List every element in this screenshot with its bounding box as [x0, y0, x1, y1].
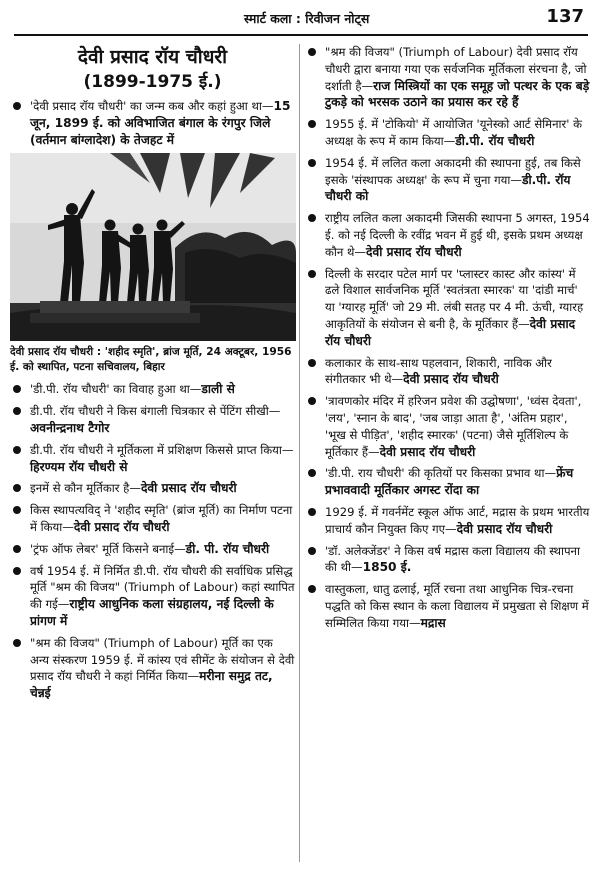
qa-item — [305, 210, 590, 260]
qa-item — [305, 393, 590, 460]
qa-item — [305, 355, 590, 389]
qa-item — [305, 504, 590, 538]
answer-text: डी.पी. रॉय चौधरी को — [325, 172, 571, 204]
question-text: 'डॉ. अलेक्जेंडर' ने किस वर्ष मद्रास कला विद्यालय की स्थापना की थी— — [325, 543, 580, 575]
answer-text: देवी प्रसाद रॉय चौधरी — [403, 372, 499, 387]
qa-item — [305, 44, 590, 111]
question-text: 'डी.पी. रॉय चौधरी' का विवाह हुआ था— — [30, 382, 202, 397]
sculpture-photo — [10, 153, 296, 341]
bullet-icon — [13, 639, 21, 647]
answer-text: हिरण्यम रॉय चौधरी से — [30, 459, 128, 474]
question-text: 'देवी प्रसाद रॉय चौधरी' का जन्म कब और कहां हुआ था— — [30, 99, 274, 113]
qa-item — [10, 502, 295, 536]
qa-item — [10, 403, 295, 437]
answer-text: राज मिस्त्रियों का एक समूह जो पत्थर के एक बड़े टुकड़े को भरसक उठाने का प्रयास कर रहे हैं — [325, 78, 590, 110]
bullet-icon — [13, 567, 21, 575]
answer-text: 15 जून, 1899 ई. को अविभाजित बंगाल के रंगपुर जिले (वर्तमान बांग्लादेश) के तेजहट में — [30, 99, 291, 147]
section-years: (1899-1975 ई.) — [83, 72, 222, 92]
bullet-icon — [13, 102, 21, 110]
bullet-icon — [308, 397, 316, 405]
bullet-icon — [13, 385, 21, 393]
answer-text: 1850 ई. — [362, 560, 412, 575]
question-text: 1954 ई. में ललित कला अकादमी की स्थापना हुई, तब किसे इसके 'संस्थापक अध्यक्ष' के रूप में चुना गया— — [325, 155, 581, 187]
bullet-icon — [308, 159, 316, 167]
answer-text: डाली से — [201, 382, 235, 397]
question-text: डी.पी. रॉय चौधरी ने मूर्तिकला में प्रशिक्षण किससे प्राप्त किया— — [30, 442, 294, 457]
qa-item — [10, 442, 295, 476]
bullet-icon — [308, 48, 316, 56]
bullet-icon — [13, 545, 21, 553]
qa-item — [305, 581, 590, 631]
question-text: 1929 ई. में गवर्नमेंट स्कूल ऑफ आर्ट, मद्रास के प्रथम भारतीय प्राचार्य कौन नियुक्त किए गए— — [325, 504, 590, 536]
shaheed-smriti-sculpture-image — [10, 153, 296, 341]
question-text: वास्तुकला, धातु ढलाई, मूर्ति रचना तथा आधुनिक चित्र-रचना पद्धति को किस स्थान के कला विद्यालय में प्रमुखता से शिक्षण में सम्मिलित किया गया— — [325, 582, 589, 630]
question-text: 'ट्रंफ ऑफ लेबर' मूर्ति किसने बनाई— — [30, 541, 186, 556]
question-text: किस स्थापत्यविद् ने 'शहीद स्मृति' (ब्रांज मूर्ति) का निर्माण पटना में किया— — [30, 503, 293, 534]
answer-text: अवनीन्द्रनाथ टैगोर — [30, 420, 110, 435]
question-text: 'त्रावणकोर मंदिर में हरिजन प्रवेश की उद्घोषणा', 'ध्वंस देवता', 'लय', 'स्नान के बाद', 'जब जाड़ा आता है', 'अंतिम प्रहार', 'भूख से पीड़ित', 'शहीद स्मारक' (पटना) जैसे मूर्तिशिल्प के मूर्तिकार हैं— — [325, 394, 582, 459]
question-text: 'डी.पी. राय चौधरी' की कृतियों पर किसका प्रभाव था— — [325, 466, 557, 481]
question-text: दिल्ली के सरदार पटेल मार्ग पर 'प्लास्टर कास्ट और कांस्य' में ढले विशाल सार्वजनिक मूर्ति 'स्वतंत्रता स्मारक' या 'दांडी मार्च' या 'ग्यारह मूर्ति' जो 29 मी. लंबी सतह पर 4 मी. ऊंची, ग्यारह आकृतियों के संयोजन से बनी है, के मूर्तिकार हैं— — [325, 266, 584, 331]
answer-text: मरीना समुद्र तट, चेन्नई — [30, 669, 273, 701]
bullet-icon — [13, 407, 21, 415]
answer-text: देवी प्रसाद रॉय चौधरी — [140, 481, 237, 496]
question-text: 1955 ई. में 'टोकियो' में आयोजित 'यूनेस्को आर्ट सेमिनार' के अध्यक्ष के रूप में काम किया— — [325, 117, 583, 148]
question-text: "श्रम की विजय" (Triumph of Labour) देवी प्रसाद रॉय चौधरी द्वारा बनाया गया एक सर्वजनिक मूर्तिकला संरचना है, जो दर्शाती है— — [325, 45, 587, 93]
qa-item — [10, 480, 295, 497]
answer-text: देवी प्रसाद रॉय चौधरी — [456, 521, 553, 536]
qa-item — [10, 381, 295, 398]
question-text: वर्ष 1954 ई. में निर्मित डी.पी. रॉय चौधरी की सर्वाधिक प्रसिद्ध मूर्ति "श्रम की विजय" (Triumph of Labour) कहां स्थापित की गई— — [30, 563, 295, 612]
answer-text: देवी प्रसाद रॉय चौधरी — [325, 316, 576, 348]
right-column — [305, 44, 590, 637]
answer-text: डी. पी. रॉय चौधरी — [185, 541, 270, 556]
question-text: "श्रम की विजय" (Triumph of Labour) मूर्ति का एक अन्य संस्करण 1959 ई. में कांस्य एवं सीमेंट के संयोजन से देवी प्रसाद रॉय चौधरी ने कहां निर्मित किया— — [30, 635, 295, 684]
question-text: इनमें से कौन मूर्तिकार है— — [30, 481, 141, 496]
answer-text: फ्रेंच प्रभाववादी मूर्तिकार अगस्ट रोंदा का — [325, 466, 574, 498]
answer-text: देवी प्रसाद रॉय चौधरी — [366, 244, 462, 259]
question-text: राष्ट्रीय ललित कला अकादमी जिसकी स्थापना 5 अगस्त, 1954 ई. को नई दिल्ली के रवींद्र भवन में हुई थी, इसके प्रथम अध्यक्ष कौन थे— — [325, 211, 590, 259]
answer-text: डी.पी. रॉय चौधरी — [455, 133, 535, 148]
bullet-icon — [13, 506, 21, 514]
question-text: डी.पी. रॉय चौधरी ने किस बंगाली चित्रकार से पेंटिंग सीखी— — [30, 404, 281, 419]
bullet-icon — [308, 508, 316, 516]
qa-item — [10, 98, 295, 148]
question-text: कलाकार के साथ-साथ पहलवान, शिकारी, नाविक और संगीतकार भी थे— — [325, 355, 552, 387]
qa-item — [10, 541, 295, 558]
bullet-icon — [308, 214, 316, 222]
column-divider — [299, 44, 300, 862]
page-number: 137 — [546, 6, 584, 27]
answer-text: देवी प्रसाद रॉय चौधरी — [73, 519, 170, 534]
page-header — [14, 4, 588, 36]
qa-item — [305, 543, 590, 577]
qa-item — [10, 563, 295, 630]
qa-item — [305, 155, 590, 205]
photo-caption: देवी प्रसाद रॉय चौधरी : 'शहीद स्मृति', ब्रांज मूर्ति, 24 अक्टूबर, 1956 ई. को स्थापित, पटना सचिवालय, बिहार — [10, 346, 292, 374]
qa-item — [305, 116, 590, 150]
bullet-icon — [13, 484, 21, 492]
bullet-icon — [308, 270, 316, 278]
answer-text: देवी प्रसाद रॉय चौधरी — [379, 444, 476, 459]
answer-text: मद्रास — [420, 615, 446, 630]
bullet-icon — [308, 547, 316, 555]
qa-item — [305, 465, 590, 499]
bullet-icon — [13, 446, 21, 454]
qa-item — [305, 266, 590, 350]
running-title: स्मार्ट कला : रिवीजन नोट्स — [244, 11, 370, 26]
bullet-icon — [308, 585, 316, 593]
left-column — [10, 44, 295, 707]
section-title: देवी प्रसाद रॉय चौधरी — [77, 46, 228, 68]
bullet-icon — [308, 359, 316, 367]
bullet-icon — [308, 120, 316, 128]
bullet-icon — [308, 469, 316, 477]
qa-item — [10, 635, 295, 702]
answer-text: राष्ट्रीय आधुनिक कला संग्रहालय, नई दिल्ली के प्रांगण में — [30, 597, 274, 628]
